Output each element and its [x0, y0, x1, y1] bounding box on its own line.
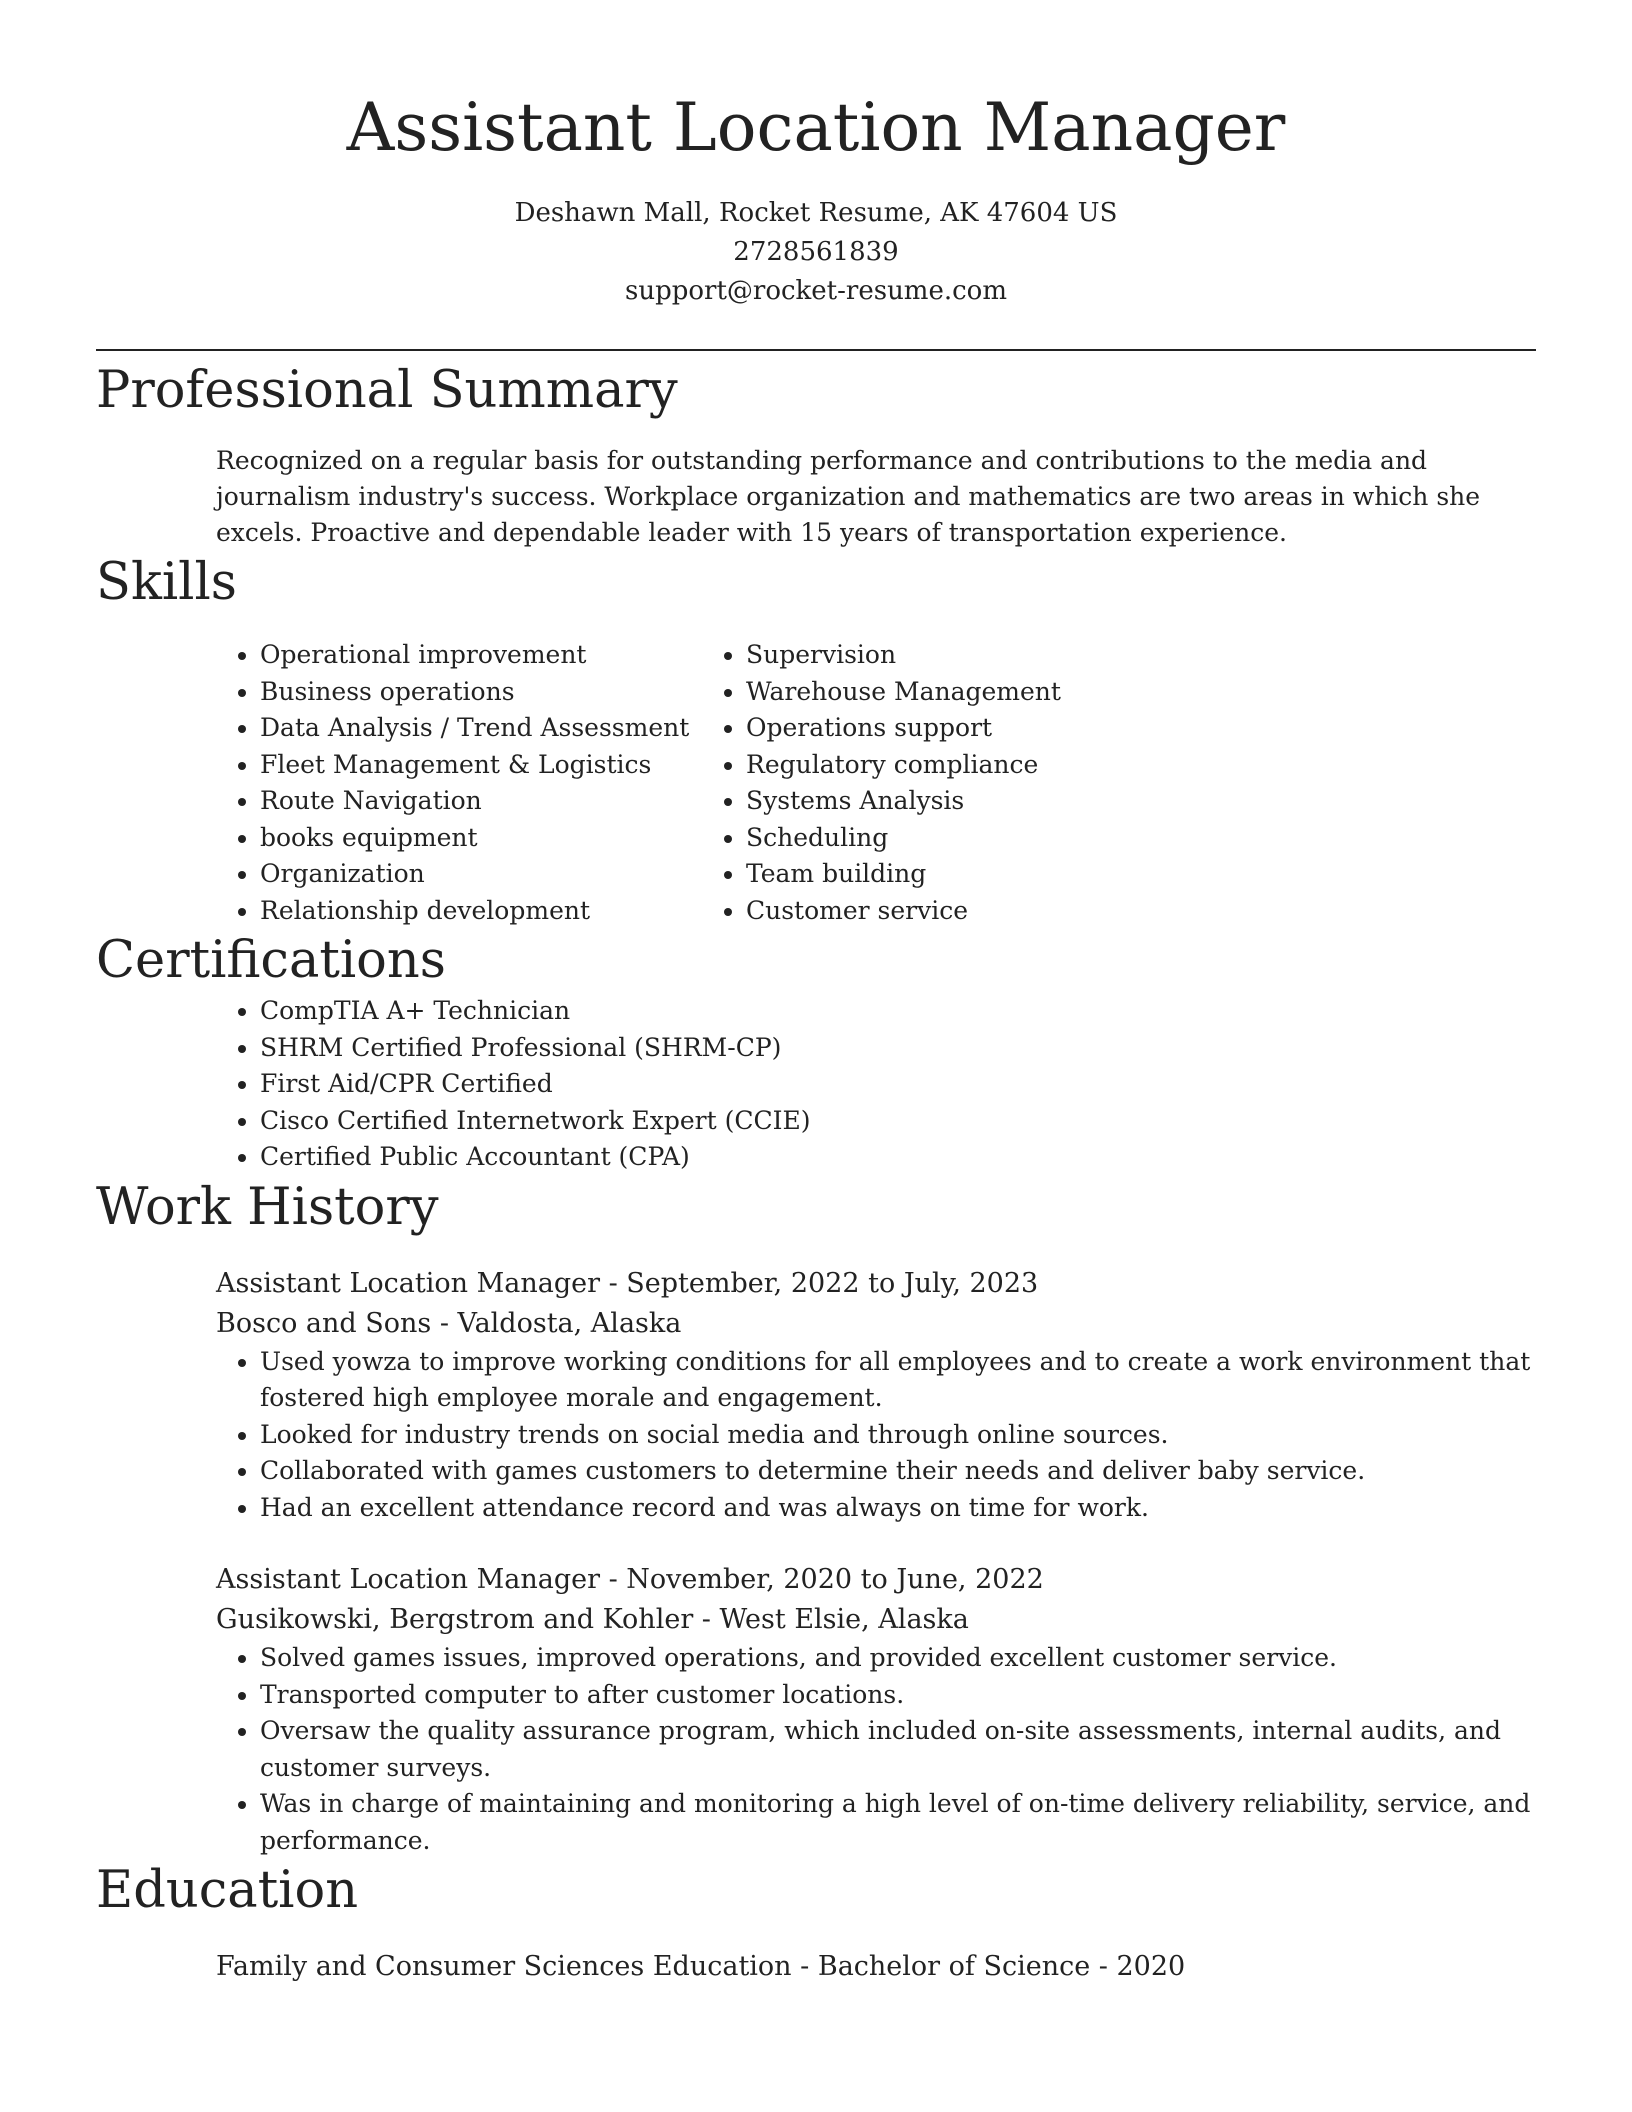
resume-name: Assistant Location Manager: [346, 89, 1286, 166]
job-bullets: [96, 1344, 1536, 1527]
skill-item: • Organization: [260, 856, 746, 893]
job-bullet: • Solved games issues, improved operations, and provided excellent customer service.: [260, 1640, 1536, 1677]
certification-item: • Cisco Certified Internetwork Expert (CCIE): [260, 1103, 1536, 1140]
skills-columns: [96, 637, 1536, 929]
job-bullets: [96, 1640, 1536, 1859]
education-entry: Family and Consumer Sciences Education - Bachelor of Science - 2020: [216, 1951, 1186, 1982]
summary-text: Recognized on a regular basis for outstanding performance and contributions to the media and journalism industry's success. Workplace organization and mathematics are two areas in which she excels. Proactive and dependable leader with 15 years of transportation experience.: [216, 446, 1481, 547]
skills-list-right: [746, 637, 1382, 929]
education-section: [96, 1859, 1536, 1987]
skills-column-left: [96, 637, 746, 929]
skill-item: • books equipment: [260, 820, 746, 857]
contact-email: support@rocket-resume.com: [624, 276, 1007, 306]
resume-page: [96, 0, 1536, 1987]
skill-item: • Scheduling: [746, 820, 1382, 857]
certifications-list: [96, 993, 1536, 1176]
skill-item: • Operational improvement: [260, 637, 746, 674]
skill-item: • Supervision: [746, 637, 1382, 674]
skills-section: [96, 551, 1536, 929]
summary-section: [96, 359, 1536, 551]
skill-item: • Route Navigation: [260, 783, 746, 820]
summary-heading: Professional Summary: [96, 361, 678, 420]
skills-column-right: [732, 637, 1382, 929]
job-bullet: • Oversaw the quality assurance program, which included on-site assessments, internal audits, and customer surveys.: [260, 1713, 1536, 1786]
skill-item: • Customer service: [746, 893, 1382, 930]
certifications-heading: Certifications: [96, 931, 446, 990]
job-company-line: Gusikowski, Bergstrom and Kohler - West Elsie, Alaska: [216, 1604, 969, 1635]
job-bullet: • Was in charge of maintaining and monitoring a high level of on-time delivery reliability, service, and performance.: [260, 1786, 1536, 1859]
certifications-section: [96, 929, 1536, 1176]
skill-item: • Operations support: [746, 710, 1382, 747]
certification-item: • CompTIA A+ Technician: [260, 993, 1536, 1030]
certification-item: • Certified Public Accountant (CPA): [260, 1139, 1536, 1176]
skill-item: • Fleet Management & Logistics: [260, 747, 746, 784]
job-bullet: • Had an excellent attendance record and was always on time for work.: [260, 1490, 1536, 1527]
skills-heading: Skills: [96, 553, 237, 612]
skill-item: • Regulatory compliance: [746, 747, 1382, 784]
education-heading: Education: [96, 1861, 359, 1920]
contact-address: Deshawn Mall, Rocket Resume, AK 47604 US: [514, 198, 1118, 228]
job-company-line: Bosco and Sons - Valdosta, Alaska: [216, 1307, 682, 1339]
certification-item: • SHRM Certified Professional (SHRM-CP): [260, 1030, 1536, 1067]
certification-item: • First Aid/CPR Certified: [260, 1066, 1536, 1103]
skills-list-left: [96, 637, 746, 929]
job-bullet: • Used yowza to improve working conditions for all employees and to create a work environment that fostered high employee morale and engagement.: [260, 1344, 1536, 1417]
header-divider: [96, 349, 1536, 351]
work-history-heading: Work History: [96, 1177, 439, 1237]
job-role-line: Assistant Location Manager - November, 2020 to June, 2022: [216, 1564, 1044, 1595]
work-history-section: [96, 1176, 1536, 1860]
skill-item: • Warehouse Management: [746, 674, 1382, 711]
contact-phone: 2728561839: [733, 237, 899, 267]
resume-header: [96, 0, 1536, 311]
skill-item: • Business operations: [260, 674, 746, 711]
contact-block: [96, 194, 1536, 311]
job-entry: [96, 1560, 1536, 1859]
job-bullet: • Collaborated with games customers to determine their needs and deliver baby service.: [260, 1453, 1536, 1490]
job-bullet: • Transported computer to after customer locations.: [260, 1677, 1536, 1714]
job-role-line: Assistant Location Manager - September, 2022 to July, 2023: [216, 1267, 1039, 1299]
skill-item: • Relationship development: [260, 893, 746, 930]
job-bullet: • Looked for industry trends on social media and through online sources.: [260, 1417, 1536, 1454]
skill-item: • Systems Analysis: [746, 783, 1382, 820]
skill-item: • Team building: [746, 856, 1382, 893]
skill-item: • Data Analysis / Trend Assessment: [260, 710, 746, 747]
job-entry: [96, 1264, 1536, 1527]
